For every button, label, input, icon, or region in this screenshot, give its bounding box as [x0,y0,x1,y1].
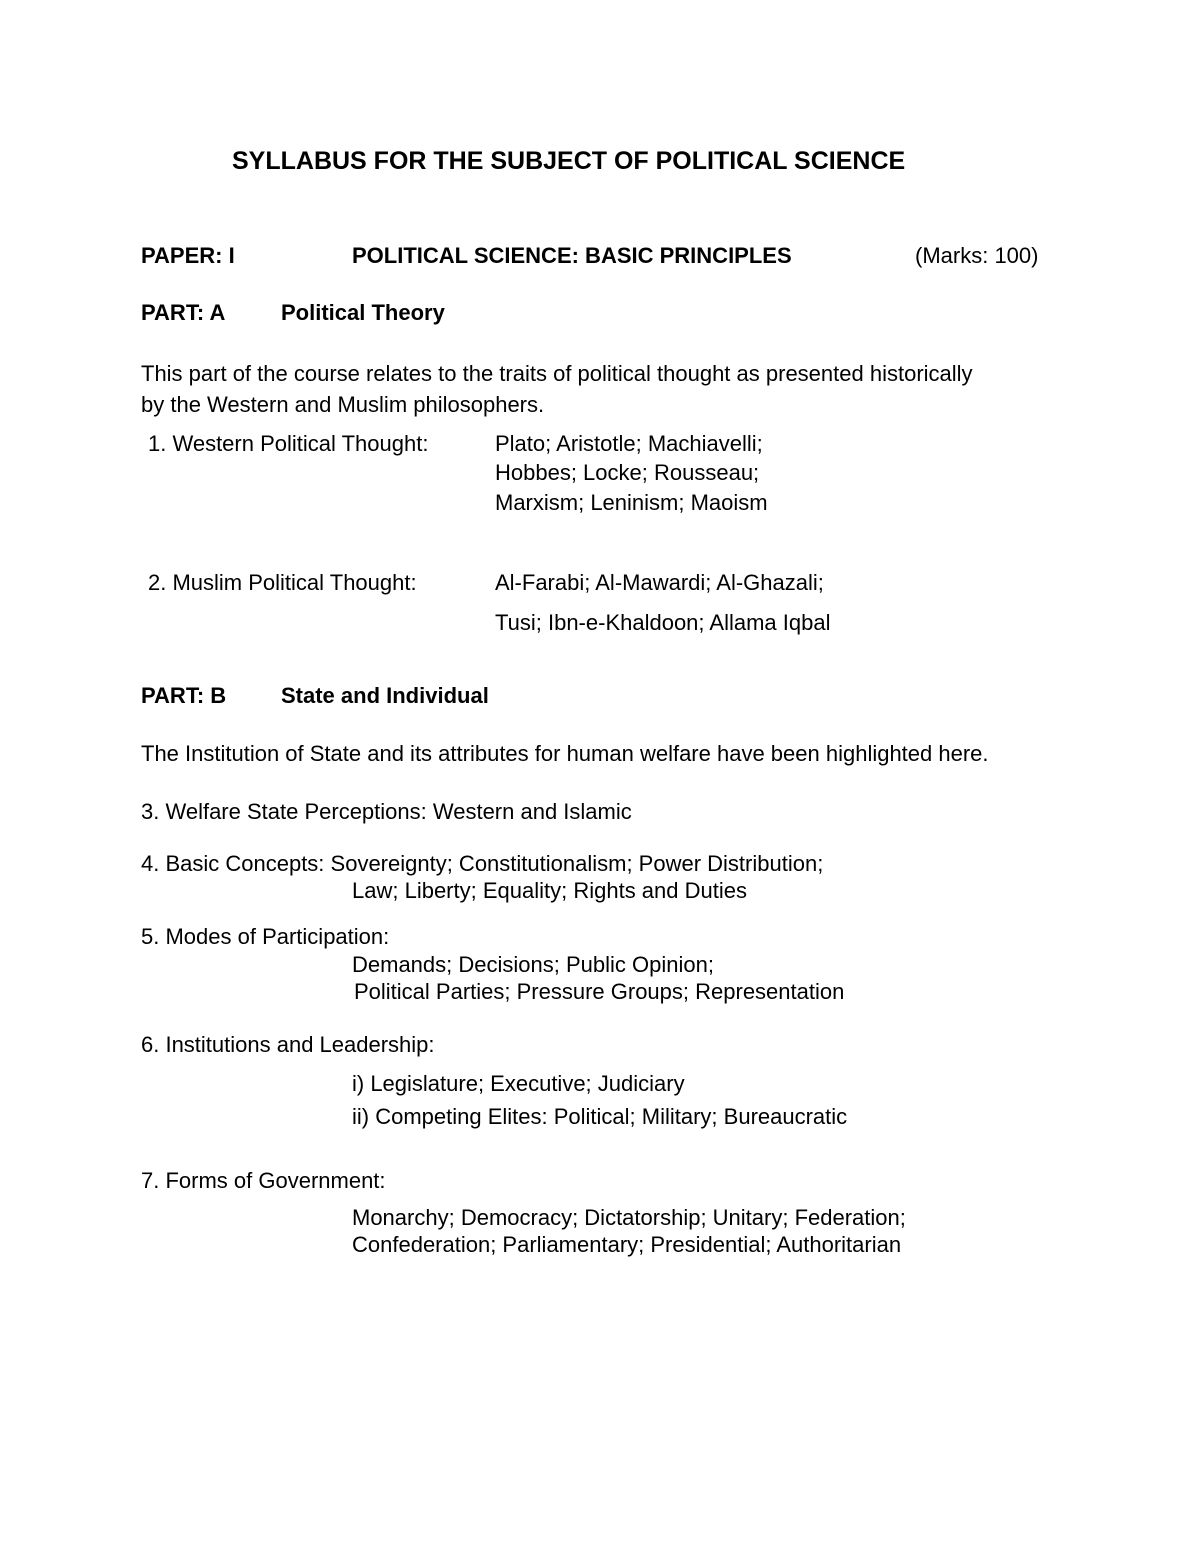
muslim-thought-line: Tusi; Ibn-e-Khaldoon; Allama Iqbal [495,610,831,635]
muslim-thought-label: 2. Muslim Political Thought: [148,570,417,595]
part-a-intro-line1: This part of the course relates to the traits of political thought as presented historically [141,361,973,386]
western-thought-line: Plato; Aristotle; Machiavelli; [495,431,763,456]
item-forms-line: Confederation; Parliamentary; Presidential; Authoritarian [352,1232,902,1257]
item-forms-label: 7. Forms of Government: [141,1168,386,1193]
paper-name: POLITICAL SCIENCE: BASIC PRINCIPLES [352,243,792,268]
item-modes-line: Demands; Decisions; Public Opinion; [352,952,714,977]
part-b-label: PART: B [141,683,227,708]
item-modes-line: Political Parties; Pressure Groups; Representation [354,979,845,1004]
item-basic-concepts: 4. Basic Concepts: Sovereignty; Constitutionalism; Power Distribution; [141,851,824,876]
part-b-intro: The Institution of State and its attributes for human welfare have been highlighted here. [141,741,989,766]
item-institutions-line: i) Legislature; Executive; Judiciary [352,1071,685,1096]
western-thought-line: Marxism; Leninism; Maoism [495,490,768,515]
western-thought-label: 1. Western Political Thought: [148,431,429,456]
part-a-heading: Political Theory [281,300,445,325]
muslim-thought-line: Al-Farabi; Al-Mawardi; Al-Ghazali; [495,570,824,595]
page-title: SYLLABUS FOR THE SUBJECT OF POLITICAL SCIENCE [232,147,906,175]
western-thought-line: Hobbes; Locke; Rousseau; [495,460,760,485]
item-modes-label: 5. Modes of Participation: [141,924,390,949]
part-a-intro-line2: by the Western and Muslim philosophers. [141,392,545,417]
paper-label: PAPER: I [141,243,235,268]
part-a-label: PART: A [141,300,226,325]
paper-marks: (Marks: 100) [915,243,1039,268]
item-institutions-label: 6. Institutions and Leadership: [141,1032,435,1057]
item-basic-concepts-cont: Law; Liberty; Equality; Rights and Duties [352,878,747,903]
part-b-heading: State and Individual [281,683,489,708]
item-institutions-line: ii) Competing Elites: Political; Military; Bureaucratic [352,1104,848,1129]
item-welfare-state: 3. Welfare State Perceptions: Western and Islamic [141,799,632,824]
item-forms-line: Monarchy; Democracy; Dictatorship; Unitary; Federation; [352,1205,906,1230]
